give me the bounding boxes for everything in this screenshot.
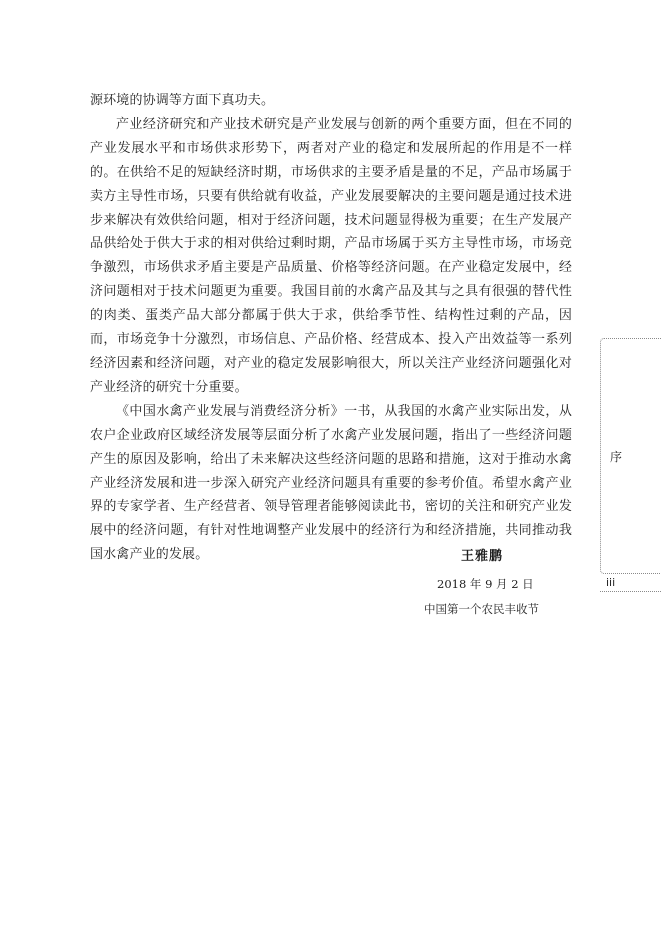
paragraph-book-introduction: 《中国水禽产业发展与消费经济分析》一书，从我国的水禽产业实际出发，从农户企业政府区域经济发展等层面分析了水禽产业发展问题，指出了一些经济问题产生的原因及影响，给出了未来解决这些经济问题的思路和措施，这对于推动水禽产业经济发展和进一步深入研究产业经济问题具有重要的参考价值。希望水禽产业界的专家学者、生产经营者、领导管理者能够阅读此书，密切的关注和研究产业发展中的经济问题，有针对性地调整产业发展中的经济行为和经济措施，共同推动我国水禽产业的发展。 [90, 403, 572, 563]
preface-body [90, 89, 572, 567]
paragraph-industry-research: 产业经济研究和产业技术研究是产业发展与创新的两个重要方面，但在不同的产业发展水平和市场供求形势下，两者对产业的稳定和发展所起的作用是不一样的。在供给不足的短缺经济时期，市场供求的主要矛盾是量的不足，产品市场属于卖方主导性市场，只要有供给就有收益，产业发展要解决的主要问题是通过技术进步来解决有效供给问题，相对于经济问题，技术问题显得极为重要；在生产发展产品供给处于供大于求的相对供给过剩时期，产品市场属于买方主导性市场，市场竞争激烈，市场供求矛盾主要是产品质量、价格等经济问题。在产业稳定发展中，经济问题相对于技术问题更为重要。我国目前的水禽产品及其与之具有很强的替代性的肉类、蛋类产品大部分都属于供大于求，供给季节性、结构性过剩的产品，因而，市场竞争十分激烈，市场信息、产品价格、经营成本、投入产出效益等一系列经济因素和经济问题，对产业的稳定发展影响很大，所以关注产业经济问题强化对产业经济的研究十分重要。 [90, 116, 572, 395]
page-number: iii [606, 576, 616, 589]
author-name: 王雅鹏 [461, 549, 504, 564]
section-tab-label: 序 [610, 450, 623, 464]
page-number-rule [600, 591, 661, 592]
signature-occasion: 中国第一个农民丰收节 [424, 602, 539, 616]
paragraph-continued: 源环境的协调等方面下真功夫。 [90, 93, 275, 108]
section-side-tab [600, 338, 661, 574]
signature-date: 2018 年 9 月 2 日 [437, 577, 534, 591]
